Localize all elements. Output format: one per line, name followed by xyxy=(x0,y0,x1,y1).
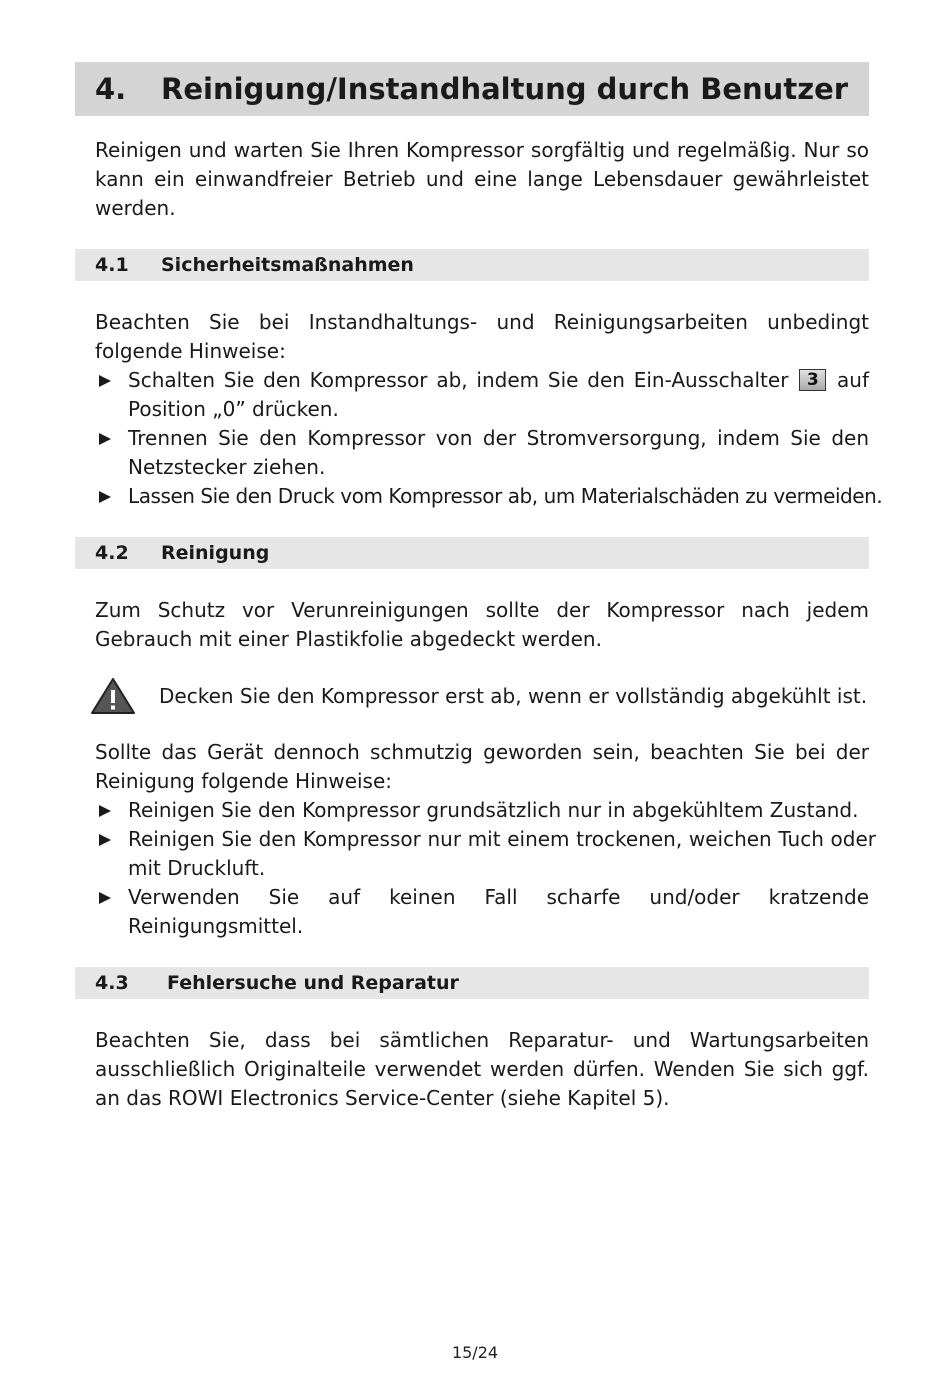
item-text: Verwenden Sie auf keinen Fall scharfe und/oder kratzende Reinigungsmittel. xyxy=(128,885,869,938)
item-text: Reinigen Sie den Kompressor nur mit einem trockenen, weichen Tuch oder mit Druckluft. xyxy=(128,827,876,880)
section-4-3-text: Beachten Sie, dass bei sämtlichen Reparatur- und Wartungsarbeiten ausschließlich Originalteile verwendet werden dürfen. Wenden Sie sich ggf. an das ROWI Electronics Service-Center (siehe Kapitel 5). xyxy=(95,1028,869,1110)
switch-key-badge: 3 xyxy=(799,369,826,391)
chapter-title: Reinigung/Instandhaltung durch Benutzer xyxy=(161,72,849,106)
section-number: 4.3 xyxy=(95,972,129,994)
page-number: 15/24 xyxy=(451,1343,499,1362)
item-text: Reinigen Sie den Kompressor grundsätzlich nur in abgekühltem Zustand. xyxy=(128,798,859,822)
cleaning-list xyxy=(75,796,876,941)
triangle-right-icon xyxy=(99,805,111,817)
list-item xyxy=(95,424,869,482)
section-title: Sicherheitsmaßnahmen xyxy=(161,254,414,276)
chapter-heading xyxy=(75,62,869,116)
section-number: 4.2 xyxy=(95,542,129,564)
section-title: Fehlersuche und Reparatur xyxy=(167,972,459,994)
section-heading-4-3 xyxy=(75,967,869,999)
safety-list xyxy=(75,366,883,511)
triangle-right-icon xyxy=(99,375,111,387)
triangle-right-icon xyxy=(99,834,111,846)
section-4-2-intro2: Sollte das Gerät dennoch schmutzig geworden sein, beachten Sie bei der Reinigung folgende Hinweise: xyxy=(95,740,869,793)
section-title: Reinigung xyxy=(161,542,270,564)
list-item xyxy=(95,796,869,825)
item-text: Schalten Sie den Kompressor ab, indem Sie den Ein-Ausschalter xyxy=(128,368,789,392)
item-text: auf Position „0” drücken. xyxy=(128,368,870,421)
section-4-1-intro: Beachten Sie bei Instandhaltungs- und Reinigungsarbeiten unbedingt folgende Hinweise: xyxy=(95,310,869,363)
triangle-right-icon xyxy=(99,433,111,445)
list-item xyxy=(95,482,883,511)
warning-text: Decken Sie den Kompressor erst ab, wenn er vollständig abgekühlt ist. xyxy=(159,684,868,708)
item-text: Lassen Sie den Druck vom Kompressor ab, um Materialschäden zu vermeiden. xyxy=(128,484,883,508)
chapter-number: 4. xyxy=(95,72,127,106)
triangle-right-icon xyxy=(99,892,111,904)
item-text: Trennen Sie den Kompressor von der Stromversorgung, indem Sie den Netzstecker ziehen. xyxy=(128,426,869,479)
page-content xyxy=(75,62,883,1113)
triangle-right-icon xyxy=(99,491,111,503)
warning-triangle-icon xyxy=(89,676,137,716)
section-number: 4.1 xyxy=(95,254,129,276)
list-item xyxy=(95,366,869,424)
warning-note xyxy=(75,674,869,718)
list-item xyxy=(95,883,869,941)
section-heading-4-2 xyxy=(75,537,869,569)
chapter-intro: Reinigen und warten Sie Ihren Kompressor sorgfältig und regelmäßig. Nur so kann ein einwandfreier Betrieb und eine lange Lebensdauer gewährleistet werden. xyxy=(95,138,869,220)
section-heading-4-1 xyxy=(75,249,869,281)
section-4-2-intro: Zum Schutz vor Verunreinigungen sollte der Kompressor nach jedem Gebrauch mit einer Plastikfolie abgedeckt werden. xyxy=(95,598,869,651)
list-item xyxy=(95,825,876,883)
